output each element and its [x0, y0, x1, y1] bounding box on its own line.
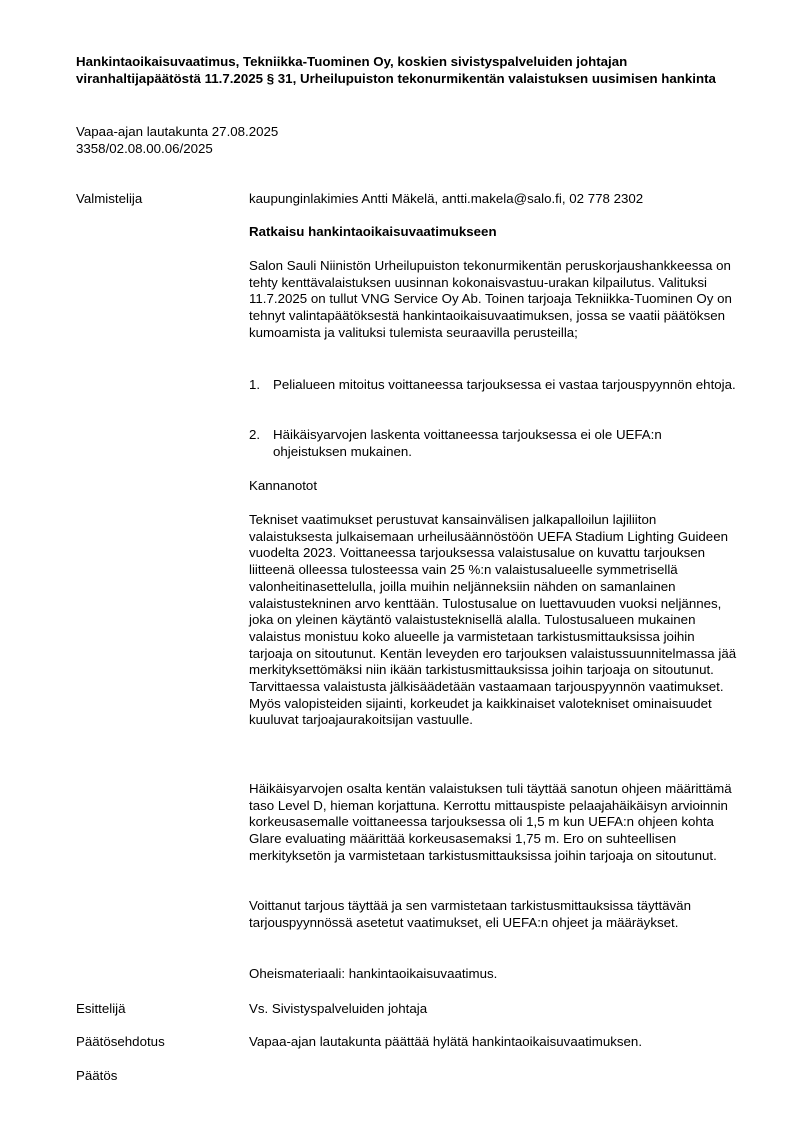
record-number: 3358/02.08.00.06/2025	[76, 140, 213, 156]
paragraph-3-text: Voittanut tarjous täyttää ja sen varmistetaan tarkistusmittauksissa täyttävän tarjouspyynnössä asetetut vaatimukset, eli UEFA:n ohjeet ja määräykset.	[249, 898, 691, 930]
list-item-1	[249, 377, 737, 394]
presenter-label: Esittelijä	[76, 1001, 126, 1016]
list-item-number: 1.	[249, 377, 261, 392]
proposal-label: Päätösehdotus	[76, 1034, 165, 1049]
section-heading: Ratkaisu hankintaoikaisuvaatimukseen	[249, 224, 497, 239]
meeting-info: Vapaa-ajan lautakunta 27.08.2025	[76, 124, 279, 139]
intro-paragraph	[249, 258, 737, 342]
list-item-number: 2.	[249, 427, 261, 442]
paragraph-2	[249, 781, 737, 865]
document-title: Hankintaoikaisuvaatimus, Tekniikka-Tuominen Oy, koskien sivistyspalveluiden johtajan viranhaltijapäätöstä 11.7.2025 § 31, Urheilupuiston tekonurmikentän valaistuksen uusimisen hankinta	[76, 54, 716, 86]
paragraph-1-text: Tekniset vaatimukset perustuvat kansainvälisen jalkapalloilun lajiliiton valaistuksesta julkaisemaan urheilusäännöstöön UEFA Stadium Lighting Guideen vuodelta 2023. Voittaneessa tarjouksessa valaistusalue on kuvattu tarjouksen liitteenä olleessa tulosteessa vain 25 %:n valaistusalueelle symmetrisellä valonheitinasettelulla, joilla muihin neljänneksiin nähden on samanlainen valaistustekninen arvo kenttään. Tulostusalue on luettavuuden vuoksi neljännes, joka on yleinen käytäntö valaistusteknisellä alalla. Tulostusalueen mukainen valaistus monistuu koko alueelle ja varmistetaan tarkistusmittauksissa joihin tarjoaja on sitoutunut. Kentän leveyden ero tarjouksen valaistussuunnitelmassa jää merkityksettömäksi niin ikään tarkistusmittauksissa joihin tarjoaja on sitoutunut. Tarvittaessa valaistusta jälkisäädetään vastaamaan tarjouspyynnön vaatimukset. Myös valopisteiden sijainti, korkeudet ja kaikkinaiset valotekniset ominaisuudet kuuluvat tarjoajaurakoitsijan vastuulle.	[249, 512, 737, 728]
paragraph-3	[249, 898, 737, 931]
presenter-value: Vs. Sivistyspalveluiden johtaja	[249, 1001, 428, 1016]
subheading: Kannanotot	[249, 478, 318, 493]
paragraph-2-text: Häikäisyarvojen osalta kentän valaistuksen tuli täyttää sanotun ohjeen määrittämä taso Level D, hieman korjattuna. Kerrottu mittauspiste pelaajahäikäisyn arvioinnin korkeusasemalle voittaneessa tarjouksessa oli 1,5 m kun UEFA:n ohjeen kohta Glare evaluating määrittää korkeusasemaksi 1,75 m. Ero on suhteellisen merkityksetön ja varmistetaan tarkistusmittauksissa joihin tarjoaja on sitoutunut.	[249, 781, 732, 863]
decision-label: Päätös	[76, 1068, 118, 1083]
document-meta	[76, 124, 676, 157]
list-item-2	[249, 427, 737, 460]
paragraph-1	[249, 512, 737, 729]
preparer-label: Valmistelija	[76, 191, 143, 206]
preparer-value: kaupunginlakimies Antti Mäkelä, antti.makela@salo.fi, 02 778 2302	[249, 191, 644, 206]
proposal-value: Vapaa-ajan lautakunta päättää hylätä hankintaoikaisuvaatimuksen.	[249, 1034, 643, 1049]
list-item-text: Pelialueen mitoitus voittaneessa tarjouksessa ei vastaa tarjouspyynnön ehtoja.	[273, 377, 736, 392]
attachments-note: Oheismateriaali: hankintaoikaisuvaatimus.	[249, 966, 498, 981]
intro-text: Salon Sauli Niinistön Urheilupuiston tekonurmikentän peruskorjaushankkeessa on tehty kenttävalaistuksen uusinnan kokonaisvastuu-urakan kilpailutus. Valituksi 11.7.2025 on tullut VNG Service Oy Ab. Toinen tarjoaja Tekniikka-Tuominen Oy on tehnyt valintapäätöksestä hankintaoikaisuvaatimuksen, jossa se vaatii päätöksen kumoamista ja valituksi tulemista seuraavilla perusteilla;	[249, 258, 732, 340]
list-item-text: Häikäisyarvojen laskenta voittaneessa tarjouksessa ei ole UEFA:n ohjeistuksen mukainen.	[273, 427, 662, 459]
